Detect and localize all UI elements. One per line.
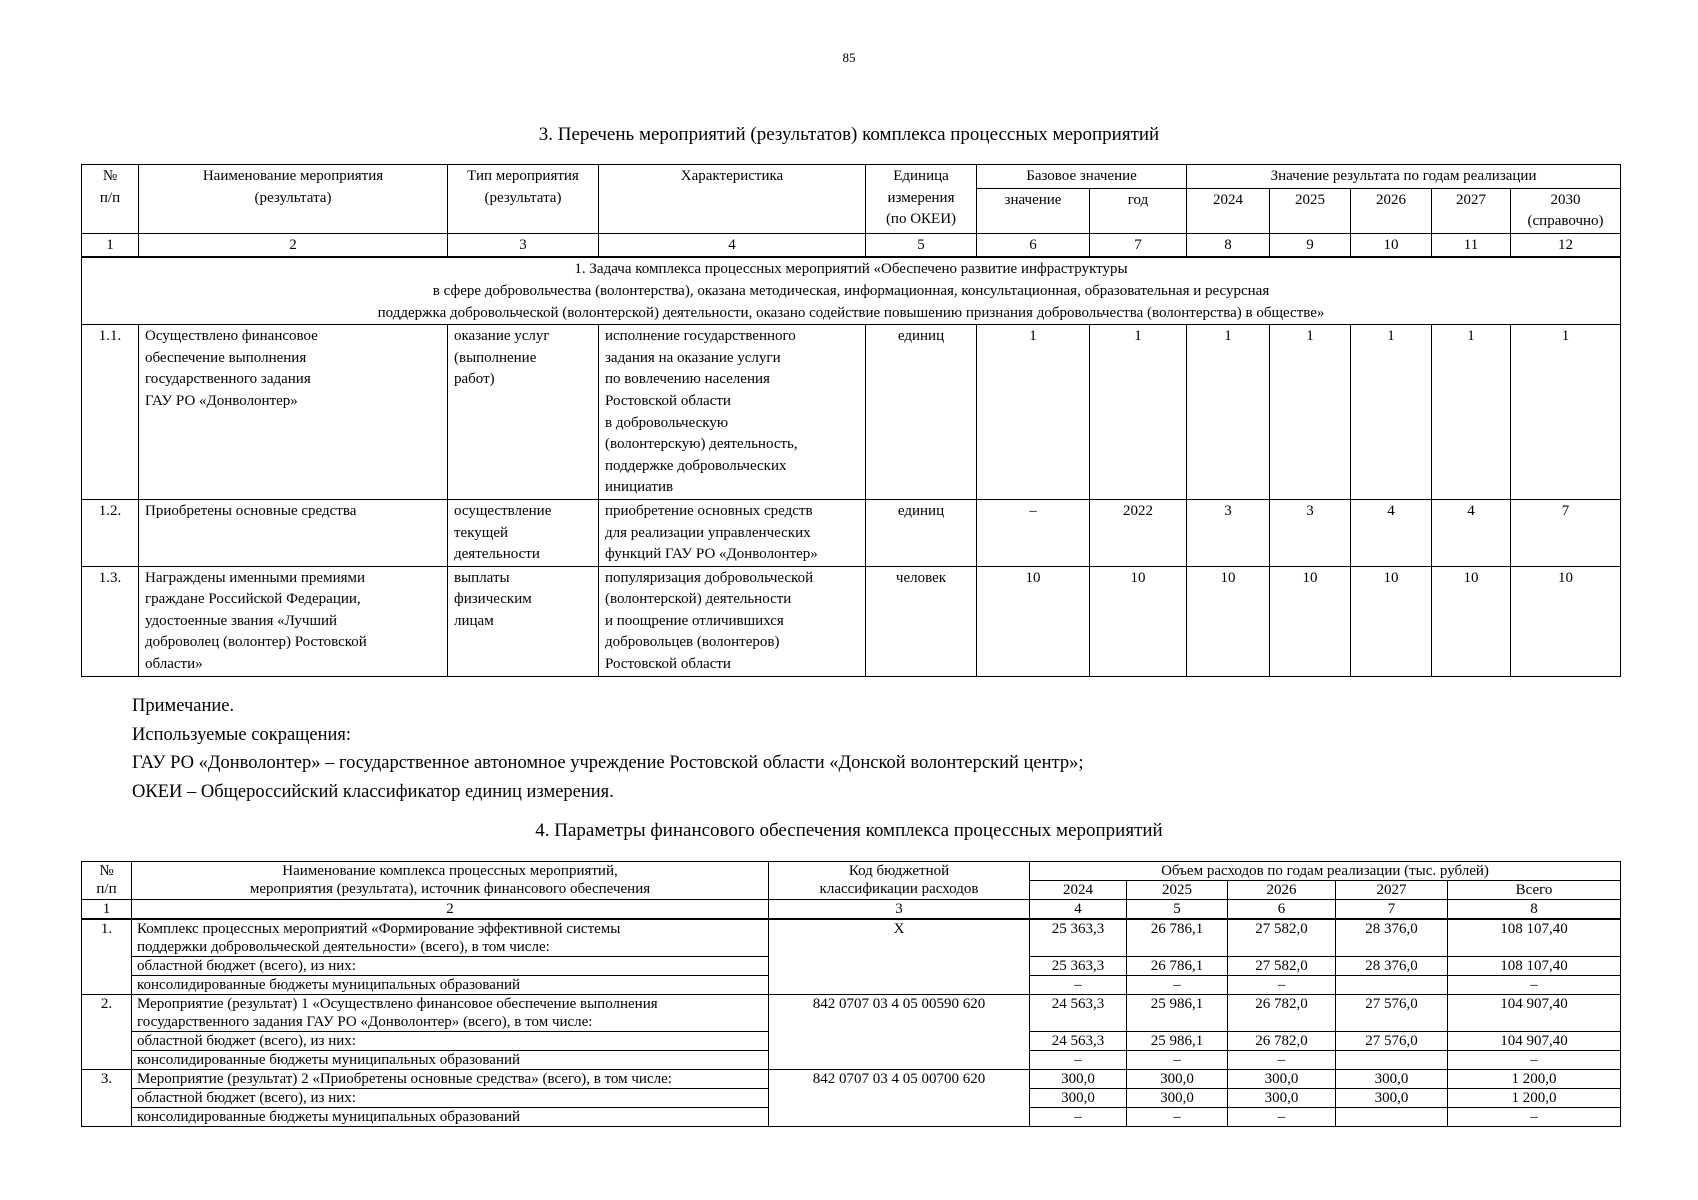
fin-2025: – bbox=[1127, 1108, 1228, 1127]
header-2025: 2025 bbox=[1270, 188, 1351, 233]
col-number: 2 bbox=[132, 900, 769, 920]
row-num: 1.1. bbox=[82, 325, 139, 500]
fin-total: – bbox=[1448, 976, 1621, 995]
row-2027: 4 bbox=[1432, 499, 1511, 566]
row-base-value: – bbox=[977, 499, 1090, 566]
row-2027: 1 bbox=[1432, 325, 1511, 500]
row-num: 1.2. bbox=[82, 499, 139, 566]
fin-2026: 27 582,0 bbox=[1228, 919, 1336, 957]
fin-total: 108 107,40 bbox=[1448, 957, 1621, 976]
fin-2024: 300,0 bbox=[1030, 1089, 1127, 1108]
fin-row-main bbox=[82, 919, 1621, 957]
section3-title: 3. Перечень мероприятий (результатов) комплекса процессных мероприятий bbox=[538, 124, 1160, 145]
row-characteristic: популяризация добровольческой (волонтерской) деятельности и поощрение отличившихся добровольцев (волонтеров) Ростовской области bbox=[599, 566, 866, 676]
fin-2026: – bbox=[1228, 1051, 1336, 1070]
fin-2027 bbox=[1336, 1108, 1448, 1127]
fin-2027: 300,0 bbox=[1336, 1089, 1448, 1108]
header-name: Наименование мероприятия (результата) bbox=[139, 165, 448, 234]
col-number: 1 bbox=[82, 900, 132, 920]
row-type: оказание услуг (выполнение работ) bbox=[448, 325, 599, 500]
row-characteristic: исполнение государственного задания на оказание услуги по вовлечению населения Ростовской области в добровольческую (волонтерскую) деятельность, поддержке добровольческих инициатив bbox=[599, 325, 866, 500]
fin-2025: – bbox=[1127, 1051, 1228, 1070]
col-number: 8 bbox=[1187, 233, 1270, 257]
fin-2026: 26 782,0 bbox=[1228, 995, 1336, 1032]
table-row bbox=[82, 499, 1621, 566]
header-base: Базовое значение bbox=[977, 165, 1187, 189]
header-2026: 2026 bbox=[1351, 188, 1432, 233]
fin-2025: 25 986,1 bbox=[1127, 1032, 1228, 1051]
fin-2027: 28 376,0 bbox=[1336, 919, 1448, 957]
fin-header-total: Всего bbox=[1448, 881, 1621, 900]
section4-title: 4. Параметры финансового обеспечения комплекса процессных мероприятий bbox=[535, 820, 1163, 841]
fin-row-label: консолидированные бюджеты муниципальных образований bbox=[132, 1108, 769, 1127]
fin-2024: 25 363,3 bbox=[1030, 919, 1127, 957]
fin-row-label: областной бюджет (всего), из них: bbox=[132, 1032, 769, 1051]
header-base-year: год bbox=[1090, 188, 1187, 233]
fin-header-2025: 2025 bbox=[1127, 881, 1228, 900]
row-2030: 10 bbox=[1511, 566, 1621, 676]
row-base-year: 1 bbox=[1090, 325, 1187, 500]
row-unit: единиц bbox=[866, 499, 977, 566]
col-number: 7 bbox=[1336, 900, 1448, 920]
fin-2026: 26 782,0 bbox=[1228, 1032, 1336, 1051]
header-base-value: значение bbox=[977, 188, 1090, 233]
fin-total: 104 907,40 bbox=[1448, 995, 1621, 1032]
col-number: 3 bbox=[448, 233, 599, 257]
fin-total: 1 200,0 bbox=[1448, 1089, 1621, 1108]
col-number: 12 bbox=[1511, 233, 1621, 257]
fin-2024: 24 563,3 bbox=[1030, 1032, 1127, 1051]
fin-2026: 300,0 bbox=[1228, 1070, 1336, 1089]
fin-2026: – bbox=[1228, 1108, 1336, 1127]
fin-2025: – bbox=[1127, 976, 1228, 995]
note-block bbox=[132, 692, 1083, 806]
fin-row-label: Комплекс процессных мероприятий «Формирование эффективной системы поддержки добровольческой деятельности» (всего), в том числе: bbox=[132, 919, 769, 957]
note-title: Примечание. bbox=[132, 696, 235, 716]
row-2024: 1 bbox=[1187, 325, 1270, 500]
fin-row-label: консолидированные бюджеты муниципальных образований bbox=[132, 1051, 769, 1070]
fin-row-label: областной бюджет (всего), из них: bbox=[132, 957, 769, 976]
fin-2027 bbox=[1336, 1051, 1448, 1070]
fin-total: 104 907,40 bbox=[1448, 1032, 1621, 1051]
row-base-year: 10 bbox=[1090, 566, 1187, 676]
results-table bbox=[81, 164, 1621, 677]
note-abbr-heading: Используемые сокращения: bbox=[132, 724, 352, 745]
fin-2024: 300,0 bbox=[1030, 1070, 1127, 1089]
row-2026: 10 bbox=[1351, 566, 1432, 676]
fin-2024: – bbox=[1030, 1051, 1127, 1070]
header-years-group: Значение результата по годам реализации bbox=[1187, 165, 1621, 189]
column-number-row bbox=[82, 233, 1621, 257]
col-number: 2 bbox=[139, 233, 448, 257]
table-row bbox=[82, 325, 1621, 500]
col-number: 7 bbox=[1090, 233, 1187, 257]
fin-2026: 27 582,0 bbox=[1228, 957, 1336, 976]
fin-row-label: областной бюджет (всего), из них: bbox=[132, 1089, 769, 1108]
fin-row-code: Х bbox=[769, 919, 1030, 995]
fin-2026: 300,0 bbox=[1228, 1089, 1336, 1108]
fin-2025: 26 786,1 bbox=[1127, 957, 1228, 976]
fin-header-2027: 2027 bbox=[1336, 881, 1448, 900]
fin-2024: 24 563,3 bbox=[1030, 995, 1127, 1032]
fin-2024: – bbox=[1030, 976, 1127, 995]
fin-row-label: Мероприятие (результат) 1 «Осуществлено финансовое обеспечение выполнения государственного задания ГАУ РО «Донволонтер» (всего), в том числе: bbox=[132, 995, 769, 1032]
col-number: 5 bbox=[1127, 900, 1228, 920]
fin-row-num: 3. bbox=[82, 1070, 132, 1127]
fin-2025: 300,0 bbox=[1127, 1089, 1228, 1108]
header-unit: Единица измерения (по ОКЕИ) bbox=[866, 165, 977, 234]
row-name: Осуществлено финансовое обеспечение выполнения государственного задания ГАУ РО «Донволонтер» bbox=[139, 325, 448, 500]
fin-header-2024: 2024 bbox=[1030, 881, 1127, 900]
row-num: 1.3. bbox=[82, 566, 139, 676]
fin-total: 108 107,40 bbox=[1448, 919, 1621, 957]
row-type: выплаты физическим лицам bbox=[448, 566, 599, 676]
row-2026: 4 bbox=[1351, 499, 1432, 566]
fin-row-label: консолидированные бюджеты муниципальных образований bbox=[132, 976, 769, 995]
row-characteristic: приобретение основных средств для реализации управленческих функций ГАУ РО «Донволонтер» bbox=[599, 499, 866, 566]
fin-2027: 28 376,0 bbox=[1336, 957, 1448, 976]
row-2030: 7 bbox=[1511, 499, 1621, 566]
header-2030: 2030 (справочно) bbox=[1511, 188, 1621, 233]
fin-header-2026: 2026 bbox=[1228, 881, 1336, 900]
col-number: 10 bbox=[1351, 233, 1432, 257]
row-type: осуществление текущей деятельности bbox=[448, 499, 599, 566]
col-number: 4 bbox=[599, 233, 866, 257]
header-type: Тип мероприятия (результата) bbox=[448, 165, 599, 234]
fin-2027: 27 576,0 bbox=[1336, 995, 1448, 1032]
row-base-year: 2022 bbox=[1090, 499, 1187, 566]
note-line-okei: ОКЕИ – Общероссийский классификатор единиц измерения. bbox=[132, 781, 614, 802]
col-number: 3 bbox=[769, 900, 1030, 920]
header-2024: 2024 bbox=[1187, 188, 1270, 233]
finance-table bbox=[81, 861, 1621, 1127]
row-2030: 1 bbox=[1511, 325, 1621, 500]
note-line-gau: ГАУ РО «Донволонтер» – государственное автономное учреждение Ростовской области «Донской волонтерский центр»; bbox=[132, 753, 1084, 774]
header-characteristic: Характеристика bbox=[599, 165, 866, 234]
fin-2027: 27 576,0 bbox=[1336, 1032, 1448, 1051]
col-number: 8 bbox=[1448, 900, 1621, 920]
fin-2024: 25 363,3 bbox=[1030, 957, 1127, 976]
row-2024: 10 bbox=[1187, 566, 1270, 676]
col-number: 9 bbox=[1270, 233, 1351, 257]
fin-row-main bbox=[82, 995, 1621, 1032]
row-2025: 10 bbox=[1270, 566, 1351, 676]
header-2027: 2027 bbox=[1432, 188, 1511, 233]
col-number: 6 bbox=[977, 233, 1090, 257]
fin-2025: 25 986,1 bbox=[1127, 995, 1228, 1032]
row-base-value: 10 bbox=[977, 566, 1090, 676]
fin-total: 1 200,0 bbox=[1448, 1070, 1621, 1089]
table-row bbox=[82, 566, 1621, 676]
col-number: 6 bbox=[1228, 900, 1336, 920]
row-name: Награждены именными премиями граждане Российской Федерации, удостоенные звания «Лучший доброволец (волонтер) Ростовской области» bbox=[139, 566, 448, 676]
page-number: 85 bbox=[842, 50, 856, 65]
fin-2025: 26 786,1 bbox=[1127, 919, 1228, 957]
task-row: 1. Задача комплекса процессных мероприятий «Обеспечено развитие инфраструктуры в сфере добровольчества (волонтерства), оказана методическая, информационная, консультационная, образовательная и ресурсная поддержка добровольческой (волонтерской) деятельности, оказано содействие повышению признания добровольчества (волонтерства) в обществе» bbox=[82, 257, 1621, 324]
col-number: 5 bbox=[866, 233, 977, 257]
fin-row-num: 2. bbox=[82, 995, 132, 1070]
row-unit: единиц bbox=[866, 325, 977, 500]
fin-header-num: № п/п bbox=[82, 862, 132, 900]
fin-2027 bbox=[1336, 976, 1448, 995]
fin-row-code: 842 0707 03 4 05 00700 620 bbox=[769, 1070, 1030, 1127]
col-number: 4 bbox=[1030, 900, 1127, 920]
row-2027: 10 bbox=[1432, 566, 1511, 676]
row-unit: человек bbox=[866, 566, 977, 676]
fin-column-number-row bbox=[82, 900, 1621, 920]
fin-total: – bbox=[1448, 1051, 1621, 1070]
row-name: Приобретены основные средства bbox=[139, 499, 448, 566]
row-2025: 3 bbox=[1270, 499, 1351, 566]
fin-total: – bbox=[1448, 1108, 1621, 1127]
col-number: 11 bbox=[1432, 233, 1511, 257]
fin-header-name: Наименование комплекса процессных мероприятий, мероприятия (результата), источник финансового обеспечения bbox=[132, 862, 769, 900]
fin-2025: 300,0 bbox=[1127, 1070, 1228, 1089]
fin-header-code: Код бюджетной классификации расходов bbox=[769, 862, 1030, 900]
row-2026: 1 bbox=[1351, 325, 1432, 500]
row-2024: 3 bbox=[1187, 499, 1270, 566]
fin-row-code: 842 0707 03 4 05 00590 620 bbox=[769, 995, 1030, 1070]
fin-header-volume: Объем расходов по годам реализации (тыс. рублей) bbox=[1030, 862, 1621, 881]
fin-2027: 300,0 bbox=[1336, 1070, 1448, 1089]
col-number: 1 bbox=[82, 233, 139, 257]
fin-row-num: 1. bbox=[82, 919, 132, 995]
fin-row-main bbox=[82, 1070, 1621, 1089]
fin-row-label: Мероприятие (результат) 2 «Приобретены основные средства» (всего), в том числе: bbox=[132, 1070, 769, 1089]
fin-2024: – bbox=[1030, 1108, 1127, 1127]
row-2025: 1 bbox=[1270, 325, 1351, 500]
fin-2026: – bbox=[1228, 976, 1336, 995]
row-base-value: 1 bbox=[977, 325, 1090, 500]
header-num: № п/п bbox=[82, 165, 139, 234]
